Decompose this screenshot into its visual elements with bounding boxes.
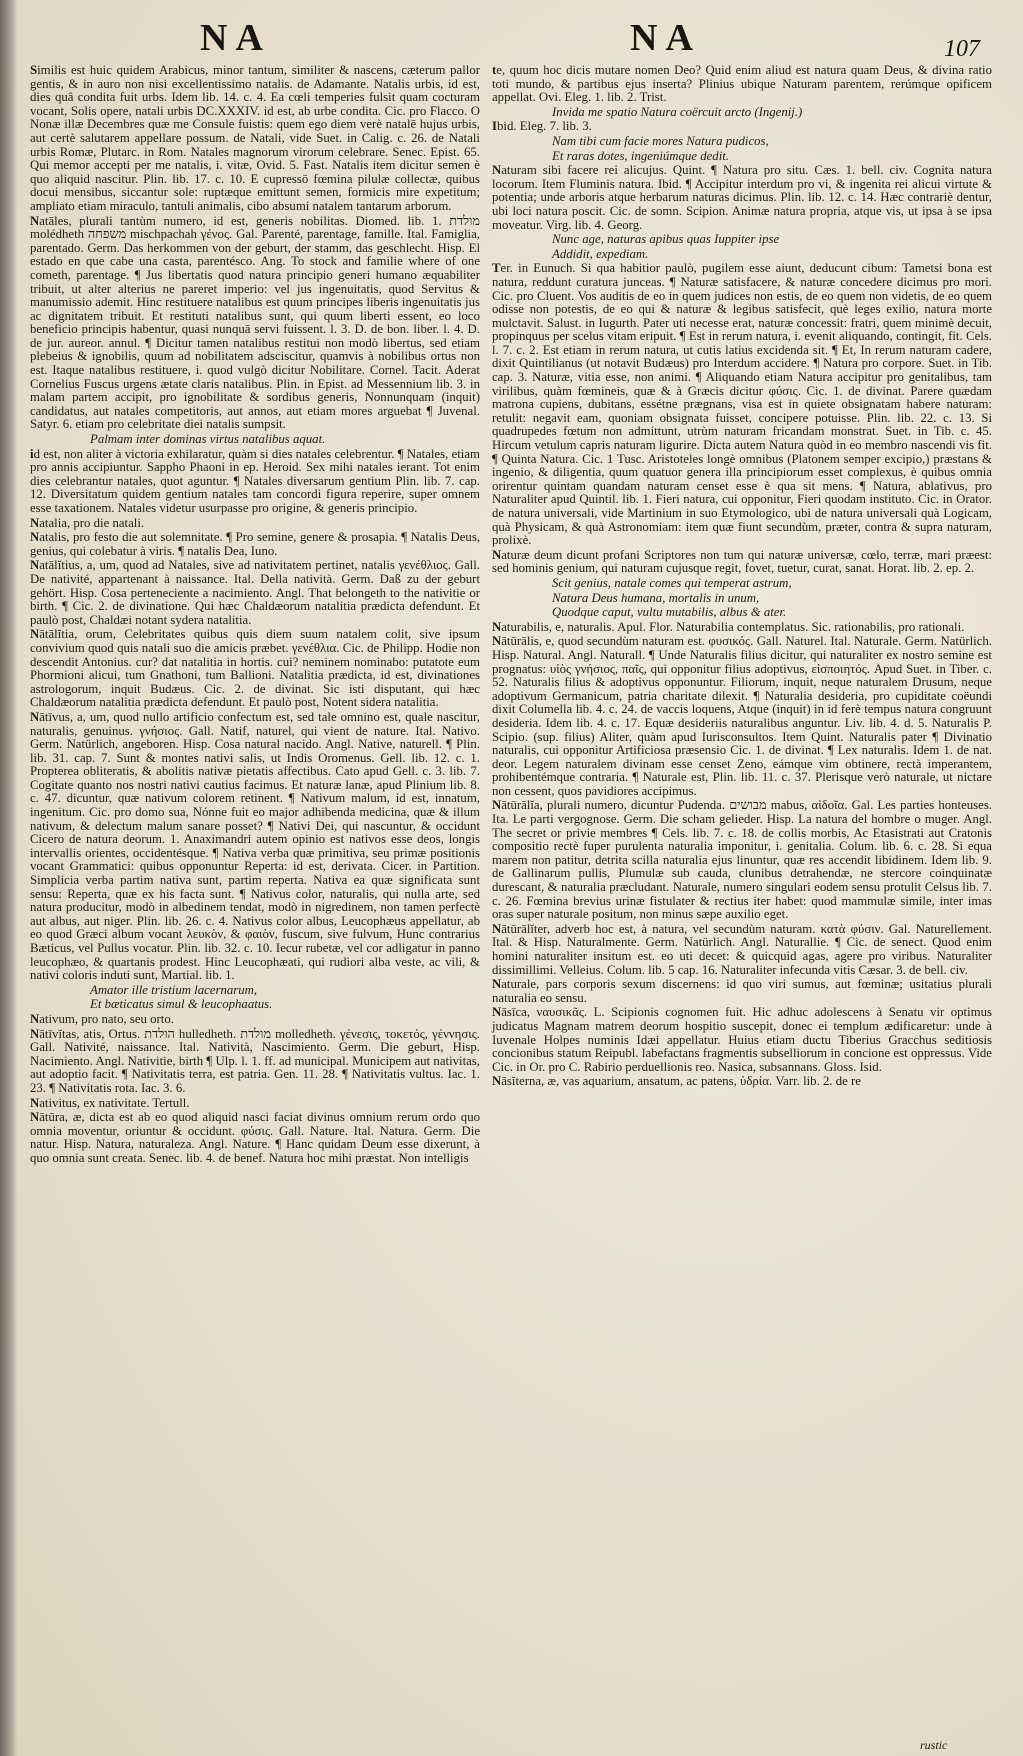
dictionary-entry: Nātīvĭtas, atis, Ortus. הולדת hulledheth. מולדת molledheth. γένεσις, τοκετός, γέννησις. Gall. Nativité, naissance. Ital. Natività, Nascimiento. Germ. Die geburt, Hisp. Nacimiento. Angl. Nativitie, birth ¶ Ulp. l. 1. ff. ad municipal. Municipem aut nativitas, aut adoptio facit. ¶ Nativitatis terra, est patria. Gen. 11. 28. ¶ Nativitatis vultus. Iac. 1. 23. ¶ Nativitatis rota. Iac. 3. 6. xyxy=(30,1026,480,1095)
verse-quote: Et bæticatus simul & leucophaatus. xyxy=(90,997,273,1012)
catchword: rustic xyxy=(920,1738,948,1752)
dictionary-entry: Natāles, plurali tantùm numero, id est, generis nobilitas. Diomed. lib. 1. מולדת molédheth משפחה mischpachah γένος. Gal. Parenté, parentage, famille. Ital. Famiglia, parentado. Germ. Das herkommen von der geburt, der stamm, das geschlecht. Hisp. El estado en que cabe una casta, parentésco. Ang. To stock and familie where of one cometh, parentage. ¶ Jus libertatis quod natura principio generi humano æquabiliter tribuit, ut alter alterius ne pareret imperio: vel jus ingenuitatis, quod Servitus & manumissio ademit. Hinc restituere natalibus est quum principes liberis ingenuitatis jus ac dignitatem tribuit. Et restituti natalibus sunt, qui quum liberti essent, eo loco beneficio principis habentur, quasi nunquā servi fuissent. l. 3. D. de bon. liber. l. 4. D. de jur. aureor. annul. ¶ Dicitur tamen natalibus restitui non modò libertus, sed etiam plebeius & ignobilis, quum ad nobilitatem adsciscitur, quamvis à nobilibus ortus non est. Itaque natalibus restituere, i. quod vulgò dicitur Nobilitare. Cornel. Tacit. Aderat Cornelius Fuscus urgens ætate claris natalibus. Plin. in Epist. ad Messennium lib. 3. in malam partem accipit, pro ignobilitate & sordibus generis, Nonnunquam (inquit) candidatus, aut natales competitoris, aut annos, aut etiam mores arguebat ¶ Juvenal. Satyr. 6. etiam pro celebritate diei natalis sumpsit. xyxy=(30,213,480,432)
dictionary-entry: Natalis, pro festo die aut solemnitate. ¶ Pro semine, genere & prosapia. ¶ Natalis Deus, genius, qui colebatur à viris. ¶ natalis Dea, Iuno. xyxy=(30,530,480,558)
verse-quote: Amator ille tristium lacernarum, xyxy=(90,982,258,997)
dictionary-entry: Naturam sibi facere rei alicujus. Quint. ¶ Natura pro situ. Cæs. 1. bell. civ. Cognita natura locorum. Item Fluminis natura. Ibid. ¶ Accipitur interdum pro vi, & ingenita rei alicui virtute & potentia; unde arboris atque herbarum naturas dicimus. Plin. lib. 12. c. 14. Hæc contrariè dentur, ubi loci natura poscit. Cic. de somn. Scipion. Animæ natura propria, atque vis, ut ipsa à se ipsa moveatur. Virg. lib. 4. Georg. xyxy=(492,163,992,232)
dictionary-entry: Nātūrālĭter, adverb hoc est, à natura, vel secundùm naturam. κατὰ φύσιν. Gal. Naturellement. Ital. & Hisp. Naturalmente. Germ. Natürlich. Angl. Naturallie. ¶ Cic. de senect. Quod enim homini naturaliter insitum est. eo uti decet: & quicquid agas, agere pro viribus. Naturaliter dissimillimi. Velleius. Colum. lib. 5 cap. 16. Naturaliter infecunda vitis Cæsar. 3. de bell. civ. xyxy=(492,921,992,977)
dictionary-entry: Ter. in Eunuch. Si qua habitior paulò, pugilem esse aiunt, deducunt cibum: Tametsi bona est natura, reddunt curatura junceas. ¶ Naturæ satisfacere, & naturæ concedere dicimus pro mori. Cic. pro Cluent. Vos auditis de eo in quem judices non estis, de eo quem non videtis, de eo quem odisse non potestis, de eo qui & naturæ & legibus satisfecit, què leges exilio, natura morte mulctavit. Salust. in Iugurth. Pater uti necesse erat, naturæ concessit: fratri, quem minimè decuit, propinquus per scelus vitam eripuit. ¶ Est in rerum natura, i. evenit aliquando, contingit, fit. Cels. l. 7. c. 2. Est etiam in rerum natura, ut cutis latius excidenda sit. ¶ Et, In rerum naturam cadere, dixit Quintilianus (ut notavit Budæus) pro Interdum accidere. ¶ Natura pro corpore. Suet. in Tib. cap. 3. Naturæ, vitia esse, non animi. ¶ Aliquando etiam Natura accipitur pro genitalibus, tam virilibus, quàm fœmineis, quæ & à Græcis dicitur φύσις. Cic. 1. de divinat. Parere quædam matrona cupiens, dubitans, essétne prægnans, visa est in quiete obsignatam habere naturam: retulit: negavit eam, quoniam obsignata fuisset, concipere potuisse. Plin. lib. 22. c. 13. Si quadrupedes fœtum non admittunt, utrùm naturam fricandam monstrat. Suet. in Tib. c. 45. Hircum vetulum capris naturam ligurire. Dicta autem Natura quòd in eo membro nascendi vis fit. ¶ Quinta Natura. Cic. 1 Tusc. Aristoteles longè omnibus (Platonem semper excipio,) præstans & ingenio, & diligentia, quum quatuor genera illa principiorum esset complexus, è quibus omnia orirentur quintam quandam naturam censet esse è qua sit mens. ¶ Natura, ablativus, pro Naturaliter apud Quintil. lib. 1. Fieri natura, cui opponitur, Fieri quodam instituto. Cic. in Orator. de natura universali, vide Martinium in suo Etymologico, ubi de natura universali quà Logicam, quà Physicam, & quà Astronomiam: item quæ fiunt secundùm, præter, contra & supra naturam, prolixè. xyxy=(492,261,992,548)
verse-quote: Invida me spatio Natura coërcuit arcto (Ingenij.) xyxy=(552,104,803,119)
dictionary-entry: Nativum, pro nato, seu orto. xyxy=(30,1011,174,1026)
dictionary-entry: Nātūrālis, e, quod secundùm naturam est. φυσικός. Gall. Naturel. Ital. Naturale. Germ. Natürlich. Hisp. Natural. Angl. Naturall. ¶ Unde Naturalis filius dicitur, qui naturaliter ex nostro semine est prognatus: υἱὸς γνήσιος, παῖς, qui opponitur filius adoptivus, εἰσποιητός. Apud Suet. in Tiber. c. 52. Naturalis filius & adoptivus opponuntur. Filiorum, inquit, neque naturalem Drusum, neque adoptivum Germanicum, patria charitate dilexit. ¶ Naturalia desideria, pro cupiditate coëundi dixit Columella lib. 4. c. 24. de vaccis loquens, Atque (inquit) in id ferè tempus natura congruunt desideria. Idem lib. 4. c. 17. Equæ desideriis naturalibus anguntur. Liv. lib. 4. d. 5. Naturalis P. Scipio. (sup. filius) Aliter, quàm apud Iurisconsultos. Item Quint. Naturalis pater ¶ Divinatio naturalis, cui opponitur Artificiosa præsensio Cic. 1. de divinat. ¶ Lex naturalis. Idem 1. de nat. deor. Legem naturalem divinam esse censet Zeno, eámque vim obtinere, rectà imperantem, prohibentémque contraria. ¶ Naturale est, Plin. lib. 11. c. 37. Plerisque verò naturale, ut nictare non cessent, quos pavidiores accipimus. xyxy=(492,634,992,798)
dictionary-entry: te, quum hoc dicis mutare nomen Deo? Quid enim aliud est natura quam Deus, & divina ratio toti mundo, & partibus ejus inserta? Plinius ubique Naturam parentem, rerúmque opificem appellat. Ovi. Eleg. 1. lib. 2. Trist. xyxy=(492,63,992,105)
dictionary-entry: Similis est huic quidem Arabicus, minor tantum, similiter & nascens, cæterum pallor gentis, & in auro non nisi excellentissimo natalis. de Adamante. Natalis urbis, id est, dies quâ condita fuit urbs. Idem lib. 14. c. 4. Ea cœli temperies fulsit quam cocturam vocant, Solis opere, natali urbis DC.XXXIV. id est, ab urbe condita. Cic. pro Flacco. O Nonæ illæ Decembres quæ me Consule fuistis: quem ego diem verè natalē hujus urbis, aut certè salutarem appellare possum. de Natali, vide Suet. in Calig. c. 26. de Natali urbis Romæ, Plutarc. in Rom. Natales magnorum virorum celebrare. Senec. Epist. 65. Qui memor accepti per me natalis, i. vitæ, Ovid. 5. Fast. Natalis item dicitur semen è quo aliquid nascitur. Plin. lib. 17. c. 10. E cupressō fœmina pilulæ collectæ, quibus docui mensibus, siccantur sole: ruptæque emittunt semen, formicis mire expetitum; ampliato etiam miraculo, tantuli animalis, cibo absumi natalem tantarum arborum. xyxy=(30,63,480,213)
dictionary-entry: Nātūrālĭa, plurali numero, dicuntur Pudenda. מבושים mabus, αἰδοῖα. Gal. Les parties honteuses. Ita. Le parti vergognose. Germ. Die scham gelieder. Hisp. La natura del hombre o muger. Angl. The secret or privie membres ¶ Cels. lib. 7. c. 18. de collis morbis, Ac Etasistrati aut Cratonis compositio rectè fuper purulenta naturalia imponitur, i. genitalia. Colum. lib. 6. c. 28. Si equa marem non patitur, detrita scilla naturalia ejus linuntur, quæ res accendit libidinem. Idem lib. 9. de Gallinarum pullis, Plumulæ sub cauda, clunibus detrahendæ, ne stercore coinquinatæ durescant, & naturalia præcludant. Naturale, numero singulari eodem sensu protulit Celsus lib. 7. c. 26. Fœmina brevius urinæ fistulater & rectius iter habet: quod mammulæ simile, inter imas oras super naturale positum, non minus sæpe auxilio eget. xyxy=(492,798,992,922)
dictionary-entry: Nātūra, æ, dicta est ab eo quod aliquid nasci faciat divinus omnium rerum ordo quo omnia moventur, oriuntur & occidunt. φύσις. Gall. Nature. Ital. Natura. Germ. Die natur. Hisp. Natura, naturaleza. Angl. Nature. ¶ Hanc quidam Deum esse dixerunt, à quo omnia sunt creata. Senec. lib. 4. de benef. Natura hoc mihi præstat. Non intelligis xyxy=(30,1110,480,1165)
page-number: 107 xyxy=(944,36,980,62)
left-column xyxy=(30,64,480,1167)
dictionary-entry: Ibid. Eleg. 7. lib. 3. xyxy=(492,119,592,134)
verse-quote: Natura Deus humana, mortalis in unum, xyxy=(552,590,760,605)
verse-quote: Scit genius, natale comes qui temperat astrum, xyxy=(552,575,792,590)
right-column xyxy=(492,64,992,1090)
dictionary-entry: Naturale, pars corporis sexum discernens: id quo viri sumus, aut fœminæ; usitatius plurali naturalia eo sensu. xyxy=(492,977,992,1005)
verse-quote: Et raras dotes, ingeniúmque dedit. xyxy=(552,148,730,163)
dictionary-entry: Nāsĭterna, æ, vas aquarium, ansatum, ac patens, ὑδρία. Varr. lib. 2. de re xyxy=(492,1074,861,1089)
page-spine-shadow xyxy=(0,0,18,1756)
verse-quote: Quodque caput, vultu mutabilis, albus & ater. xyxy=(552,605,787,620)
running-head-right: NA xyxy=(630,17,701,59)
running-head-left: NA xyxy=(200,17,271,59)
verse-quote: Nam tibi cum facie mores Natura pudicos, xyxy=(552,133,769,148)
dictionary-entry: Nativitus, ex nativitate. Tertull. xyxy=(30,1095,190,1110)
dictionary-entry: Naturæ deum dicunt profani Scriptores non tum qui naturæ universæ, cœlo, terræ, mari præest: sed hominis genium, qui naturam cujusque regit, fovet, tuetur, curat, sanat. Horat. lib. 2. ep. 2. xyxy=(492,547,992,576)
dictionary-entry: Naturabilis, e, naturalis. Apul. Flor. Naturabilia contemplatus. Sic. rationabilis, pro rationali. xyxy=(492,619,965,634)
verse-quote: Nunc age, naturas apibus quas Iuppiter ipse xyxy=(552,232,780,247)
verse-quote: Addidit, expediam. xyxy=(552,246,649,261)
verse-quote: Palmam inter dominas virtus natalibus aquat. xyxy=(90,432,326,447)
dictionary-entry: id est, non aliter à victoria exhilaratur, quàm si dies natales celebrentur. ¶ Natales, etiam pro annis accipiuntur. Sappho Phaoni in ep. Heroid. Sex mihi natales ierant. Tot enim dies celebrantur natales, quot aguntur. ¶ Natales diversarum gentium Plin. lib. 7. cap. 12. Diversitatum quidem gentium natales tam concordi figura reperire, super omnem esse taxationem. Natales videtur usurpasse pro origine, & generis principio. xyxy=(30,446,480,515)
dictionary-entry: Natalia, pro die natali. xyxy=(30,515,145,530)
dictionary-entry: Natālĭtius, a, um, quod ad Natales, sive ad nativitatem pertinet, natalis γενέθλιος. Gall. De nativité, appartenant à naissance. Ital. Della natività. Germ. Daß zu der geburt gehört. Hisp. Cosa perteneciente a nacimiento. Angl. That belongeth to the nativitie or birth. ¶ Cic. 2. de divinatione. Qui hæc Chaldæorum natalitia prædicta defendunt. Et paulò post, Chaldæi notant sydera natalitia. xyxy=(30,558,480,627)
dictionary-entry: Nātīvus, a, um, quod nullo artificio confectum est, sed tale omnino est, quale nascitur, naturalis, genuinus. γνήσιος. Gall. Natif, naturel, qui vient de nature. Ital. Nativo. Germ. Natürlich, angeboren. Hisp. Cosa natural nacido. Angl. Native, naturell. ¶ Plin. lib. 31. cap. 7. Sunt & montes nativi salis, ut Indis Oromenus. Gell. lib. 12. c. 1. Propterea obliteratis, & abolitis nativæ pietatis affectibus. Cato apud Gell. c. 3. lib. 7. Cogitate quanto nos nostri nativi cautius facimus. Et naturæ lanæ, apud Plinium lib. 8. c. 47. dicuntur, quæ nativum colorem retinent. ¶ Nativum malum, id est, innatum, ingenitum. Cic. pro domo sua, Nónne fuit eo major adhibenda medicina, quæ & illum nativum, & delectum malum sanare posset? ¶ Nativi Dei, qui nascuntur, & occidunt Cicero de natura deorum. 1. Anaximandri autem opinio est nativos esse deos, longis intervallis orientes, occidentésque. ¶ Nativa verba quæ primitiva, seu primæ positionis vocant Grammatici: quibus opponuntur Reperta: id est, derivata. Cicer. in Partition. Simplicia verba partim nativa sunt, partim reperta. Nativa ea quæ significata sunt sensu: Reperta, quæ ex his facta sunt. ¶ Nativus color, naturalis, qui nulla arte, sed natura producitur, modò in albedinem tendat, modò in nigredinem, non tamen perfectè aut albus, aut niger. Plin. lib. 26. c. 4. Nativus color albus, Leucophæus appellatur, ab eo quod Græci album vocant λευκὸν, & φαιὸν, fuscum, sive fulvum, Hunc contrarius Bæticus, vel Pullus vocatur. Plin. lib. 32. c. 10. Iecur rubetæ, vel cor adligatur in panno leucophæo, & quartanis prodest. Hinc Leucophæati, qui rudiori alba veste, ac vili, & nativi coloris induti sunt, Martial. lib. 1. xyxy=(30,709,480,983)
dictionary-entry: Nātālĭtia, orum, Celebritates quibus quis diem suum natalem colit, sive ipsum convivium quod quis natali suo die amicis præbet. γενέθλια. Cic. de Philipp. Hodie non descendit Antonius. cur? dat natalitia in hortis. cui? neminem nominabo: putatote eum Phormioni alicui, tum Gnathoni, tum Ballioni. Natalitia prædicta, id est, divinationes astrologorum, inquit Budæus. Cic. 2. de divinat. Sic isti disputant, qui hæc Chaldæorum natalitia prædicta defendunt. Et paulò post, Notent sidera natalitia. xyxy=(30,627,480,710)
dictionary-entry: Nāsīca, ναυσικᾶς. L. Scipionis cognomen fuit. Hic adhuc adolescens à Senatu vir optimus judicatus Magnam matrem deorum hospitio suscepit, donec ei templum ædificaretur: unde à Iuvenale Holpes numinis Idæi appellatur. Huius etiam ductu Tiberius Gracchus seditiosis concionibus statum Reipubl. labefactans fragmentis subselliorum in concione est oppressus. Vide Cic. in Or. pro C. Rabirio perduellionis reo. Nasica, subsannans. Gloss. Isid. xyxy=(492,1005,992,1074)
